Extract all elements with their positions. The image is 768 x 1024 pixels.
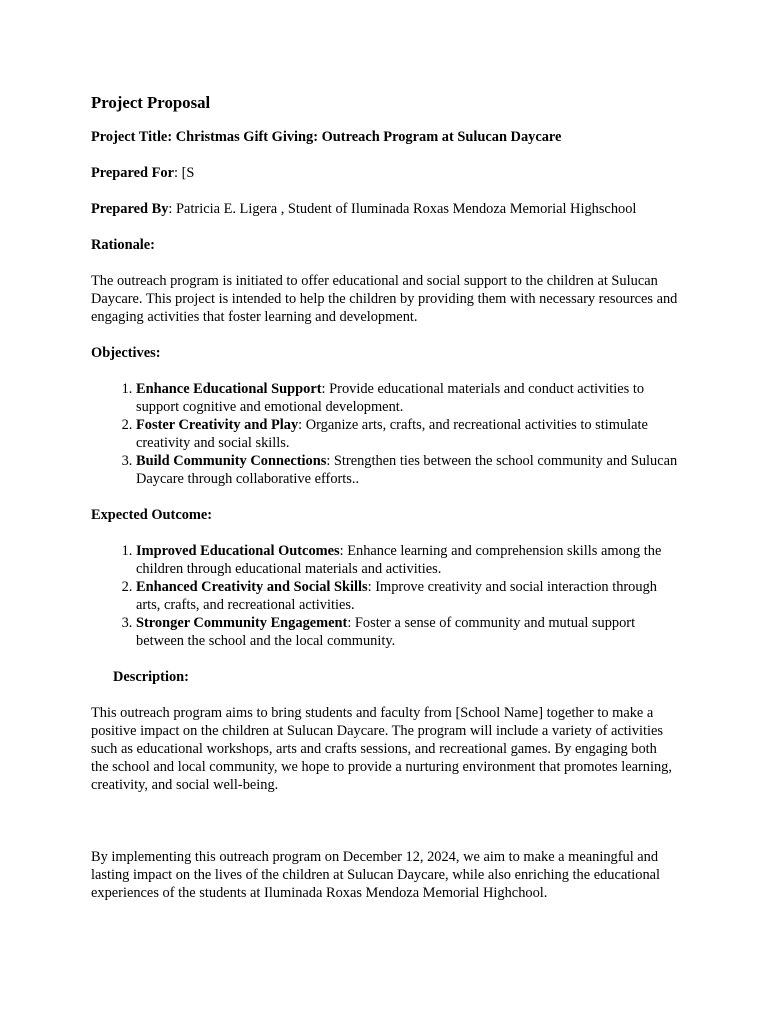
prepared-by-label: Prepared By <box>91 201 169 217</box>
objective-text: : Provide educational materials and conduct activities to support cognitive and emotional development. <box>136 381 645 415</box>
rationale-text: The outreach program is initiated to offer educational and social support to the children at Sulucan Daycare. This project is intended to help the children by providing them with necessary resources and engaging activities that foster learning and development. <box>91 273 678 325</box>
rationale-heading: Rationale: <box>91 237 155 253</box>
list-item <box>136 416 678 452</box>
objective-term: Build Community Connections <box>136 453 327 469</box>
objective-term: Enhance Educational Support <box>136 381 322 397</box>
prepared-for-value: : [S <box>174 165 195 181</box>
prepared-for-label: Prepared For <box>91 165 174 181</box>
description-text: This outreach program aims to bring students and faculty from [School Name] together to make a positive impact on the children at Sulucan Daycare. The program will include a variety of activities such as educational workshops, arts and crafts sessions, and recreational games. By engaging both the school and local community, we hope to provide a nurturing environment that promotes learning, creativity, and social well-being. <box>91 705 672 793</box>
list-item <box>136 614 678 650</box>
list-item <box>136 452 678 488</box>
description-heading: Description: <box>113 669 189 685</box>
outcome-text: : Enhance learning and comprehension skills among the children through educational materials and activities. <box>136 543 662 577</box>
objective-text: : Organize arts, crafts, and recreational activities to stimulate creativity and social skills. <box>136 417 648 451</box>
objectives-list <box>91 380 678 488</box>
list-item <box>136 380 678 416</box>
objective-text: : Strengthen ties between the school community and Sulucan Daycare through collaborative efforts.. <box>136 453 678 487</box>
outcome-term: Improved Educational Outcomes <box>136 543 340 559</box>
list-item <box>136 578 678 614</box>
outcome-text: : Foster a sense of community and mutual support between the school and the local community. <box>136 615 636 649</box>
prepared-by-value: : Patricia E. Ligera , Student of Iluminada Roxas Mendoza Memorial Highschool <box>168 201 637 217</box>
expected-outcome-heading: Expected Outcome: <box>91 507 213 523</box>
blank-space <box>91 812 678 848</box>
list-item <box>136 542 678 578</box>
outcome-text: : Improve creativity and social interaction through arts, crafts, and recreational activities. <box>136 579 657 613</box>
objectives-heading: Objectives: <box>91 345 161 361</box>
prepared-for-line <box>91 164 678 182</box>
closing-paragraph: By implementing this outreach program on December 12, 2024, we aim to make a meaningful and lasting impact on the lives of the children at Sulucan Daycare, while also enriching the educational experiences of the students at Iluminada Roxas Mendoza Memorial Highchool. <box>91 849 661 901</box>
objective-term: Foster Creativity and Play <box>136 417 299 433</box>
document-heading: Project Proposal <box>91 93 211 112</box>
prepared-by-line <box>91 200 678 218</box>
outcome-term: Enhanced Creativity and Social Skills <box>136 579 368 595</box>
outcome-term: Stronger Community Engagement <box>136 615 348 631</box>
project-title: Project Title: Christmas Gift Giving: Outreach Program at Sulucan Daycare <box>91 129 562 145</box>
outcomes-list <box>91 542 678 650</box>
